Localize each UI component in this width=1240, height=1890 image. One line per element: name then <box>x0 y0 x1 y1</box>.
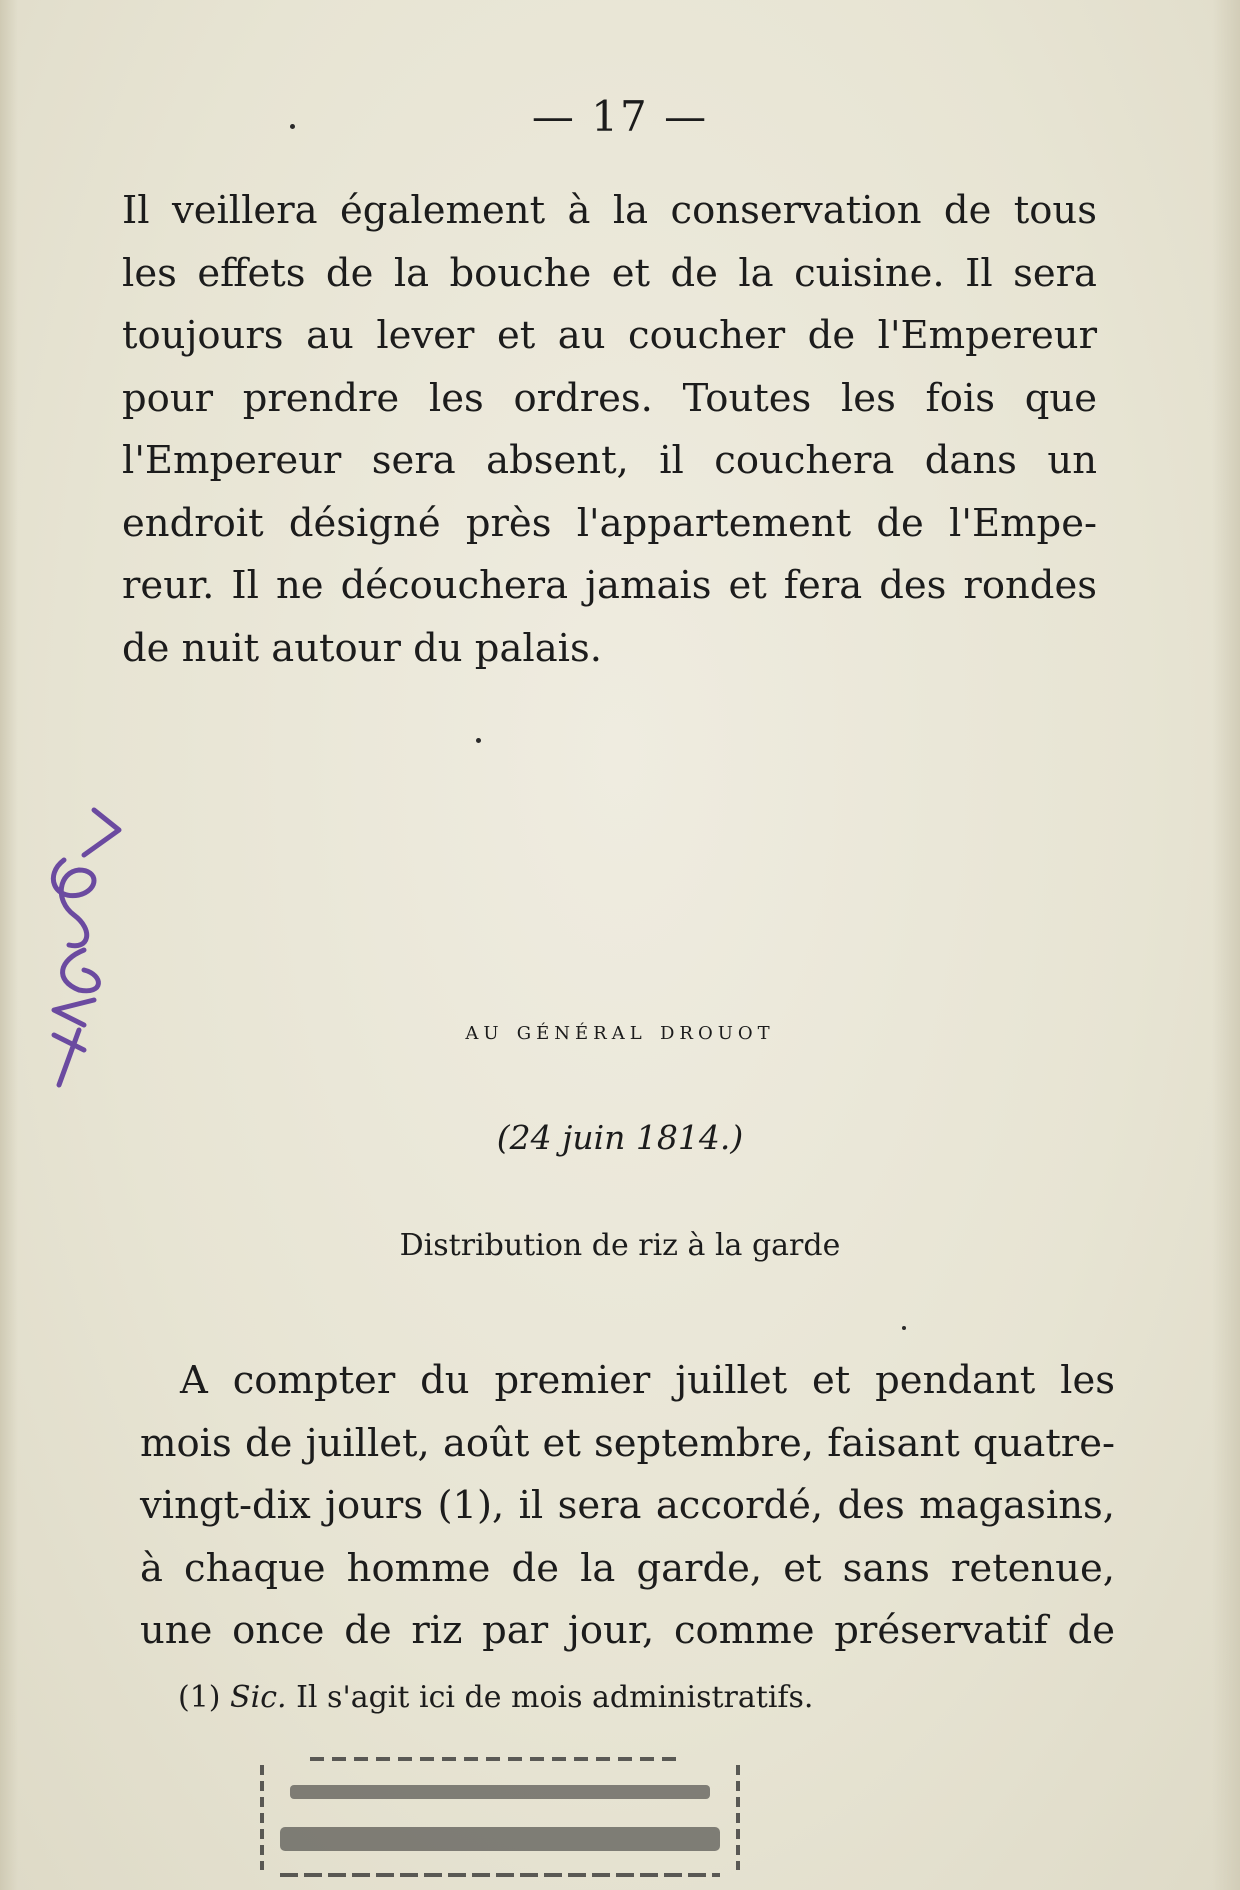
paragraph-2-line: vingt-dix jours (1), il sera accordé, des magasins, <box>140 1483 1115 1528</box>
page-number: — 17 — <box>531 92 709 141</box>
paragraph-1-line: de nuit autour du palais. <box>122 625 602 671</box>
paragraph-2-line: A compter du premier juillet et pendant les <box>180 1358 1115 1403</box>
footnote-marker: (1) <box>178 1680 221 1715</box>
paragraph-1-line: les effets de la bouche et de la cuisine. Il sera <box>122 250 1097 296</box>
paragraph-1-line: endroit désigné près l'appartement de l'Empe- <box>122 500 1097 546</box>
library-stamp <box>250 1745 750 1885</box>
paragraph-1-line: pour prendre les ordres. Toutes les fois que <box>122 375 1097 421</box>
paragraph-1-line: l'Empereur sera absent, il couchera dans un <box>122 438 1097 483</box>
letter-date: (24 juin 1814.) <box>496 1118 744 1157</box>
letter-heading: au général drouot <box>465 1016 775 1046</box>
footnote-text: Il s'agit ici de mois administratifs. <box>296 1680 814 1715</box>
page-edge-right <box>1212 0 1240 1890</box>
print-speck <box>476 738 481 743</box>
paragraph-1-line: reur. Il ne découchera jamais et fera des rondes <box>122 563 1097 608</box>
paragraph-2-line: à chaque homme de la garde, et sans retenue, <box>140 1545 1115 1591</box>
print-speck <box>902 1326 906 1330</box>
paragraph-2-line: mois de juillet, août et septembre, faisant quatre- <box>140 1420 1115 1466</box>
letter-subtitle: Distribution de riz à la garde <box>399 1228 841 1263</box>
paragraph-1 <box>122 180 1097 680</box>
paragraph-2 <box>140 1350 1115 1663</box>
print-speck <box>290 124 295 129</box>
paragraph-2-line: une once de riz par jour, comme préservatif de <box>140 1608 1115 1653</box>
footnote <box>178 1680 813 1715</box>
footnote-sic: Sic. <box>230 1680 287 1715</box>
page-edge-left <box>0 0 18 1890</box>
handwritten-catalog-number <box>24 800 134 1100</box>
paragraph-1-line: Il veillera également à la conservation de tous <box>122 188 1097 233</box>
paragraph-1-line: toujours au lever et au coucher de l'Empereur <box>122 313 1097 358</box>
